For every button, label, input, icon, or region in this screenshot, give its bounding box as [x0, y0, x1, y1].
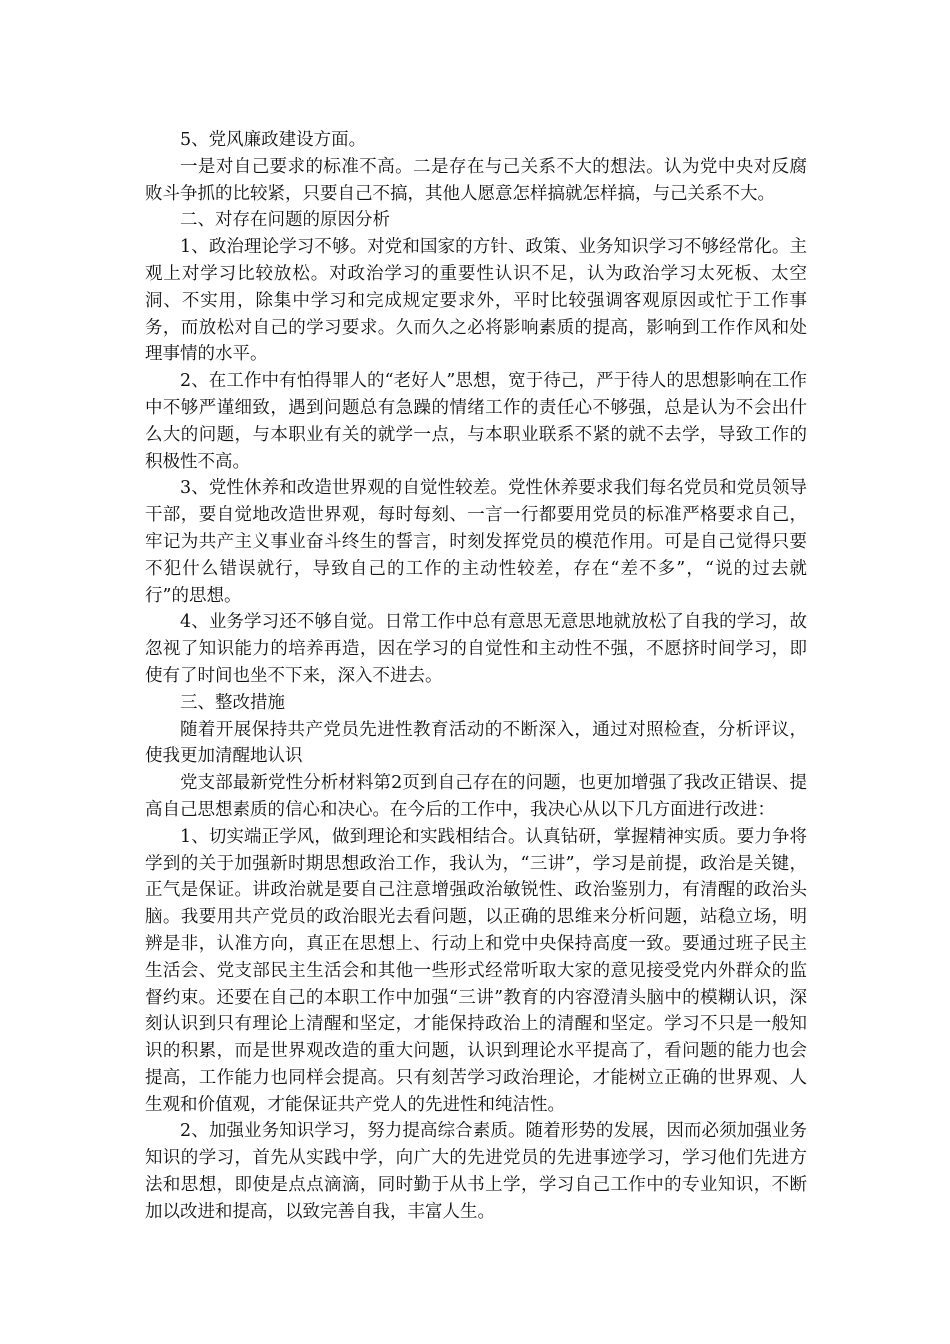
- document-body: [145, 127, 807, 1226]
- section-heading-cause-analysis: 二、对存在问题的原因分析: [180, 210, 390, 231]
- paragraph-measure-1: 1、切实端正学风，做到理论和实践相结合。认真钻研，掌握精神实质。要力争将学到的关于加强新时期思想政治工作，我认为，“三讲”，学习是前提，政治是关键，正气是保证。讲政治就是要自己注意增强政治敏锐性、政治鉴别力，有清醒的政治头脑。我要用共产党员的政治眼光去看问题，以正确的思维来分析问题，站稳立场，明辨是非，认准方向，真正在思想上、行动上和党中央保持高度一致。要通过班子民主生活会、党支部民主生活会和其他一些形式经常听取大家的意见接受党内外群众的监督约束。还要在自己的本职工作中加强“三讲”教育的内容澄清头脑中的模糊认识，深刻认识到只有理论上清醒和坚定，才能保持政治上的清醒和坚定。学习不只是一般知识的积累，而是世界观改造的重大问题，认识到理论水平提高了，看问题的能力也会提高，工作能力也同样会提高。只有刻苦学习政治理论，才能树立正确的世界观、人生观和价值观，才能保证共产党人的先进性和纯洁性。: [145, 826, 807, 1115]
- paragraph-rectification-resolve: 党支部最新党性分析材料第2页到自己存在的问题，也更加增强了我改正错误、提高自己思想素质的信心和决心。在今后的工作中，我决心从以下几方面进行改进：: [145, 773, 807, 820]
- paragraph-cause-2: 2、在工作中有怕得罪人的“老好人”思想，宽于待己，严于待人的思想影响在工作中不够严谨细致，遇到问题总有急躁的情绪工作的责任心不够强，总是认为不会出什么大的问题，与本职业有关的就学一点，与本职业联系不紧的就不去学，导致工作的积极性不高。: [145, 371, 807, 472]
- paragraph-cause-3: 3、党性休养和改造世界观的自觉性较差。党性休养要求我们每名党员和党员领导干部，要自觉地改造世界观，每时每刻、一言一行都要用党员的标准严格要求自己，牢记为共产主义事业奋斗终生的誓言，时刻发挥党员的模范作用。可是自己觉得只要不犯什么错误就行，导致自己的工作的主动性较差，存在“差不多”，“说的过去就行”的思想。: [145, 478, 807, 606]
- paragraph-cause-4: 4、业务学习还不够自觉。日常工作中总有意思无意思地就放松了自我的学习，故忽视了知识能力的培养再造，因在学习的自觉性和主动性不强，不愿挤时间学习，即使有了时间也坐不下来，深入不进去。: [145, 612, 807, 686]
- paragraph-measure-2: 2、加强业务知识学习，努力提高综合素质。随着形势的发展，因而必须加强业务知识的学习，首先从实践中学，向广大的先进党员的先进事迹学习，学习他们先进方法和思想，即使是点点滴滴，同时勤于从书上学，学习自己工作中的专业知识，不断加以改进和提高，以致完善自我，丰富人生。: [145, 1121, 807, 1222]
- paragraph-cause-1: 1、政治理论学习不够。对党和国家的方针、政策、业务知识学习不够经常化。主观上对学习比较放松。对政治学习的重要性认识不足，认为政治学习太死板、太空洞、不实用，除集中学习和完成规定要求外，平时比较强调客观原因或忙于工作事务，而放松对自己的学习要求。久而久之必将影响素质的提高，影响到工作作风和处理事情的水平。: [145, 237, 807, 365]
- paragraph-integrity-issues: 一是对自己要求的标准不高。二是存在与己关系不大的想法。认为党中央对反腐败斗争抓的比较紧，只要自己不搞，其他人愿意怎样搞就怎样搞，与己关系不大。: [145, 156, 807, 204]
- section-heading-5-integrity: 5、党风廉政建设方面。: [180, 130, 367, 150]
- paragraph-rectification-intro: 随着开展保持共产党员先进性教育活动的不断深入，通过对照检查，分析评议，使我更加清醒地认识: [145, 719, 807, 767]
- section-heading-rectification: 三、整改措施: [180, 692, 285, 713]
